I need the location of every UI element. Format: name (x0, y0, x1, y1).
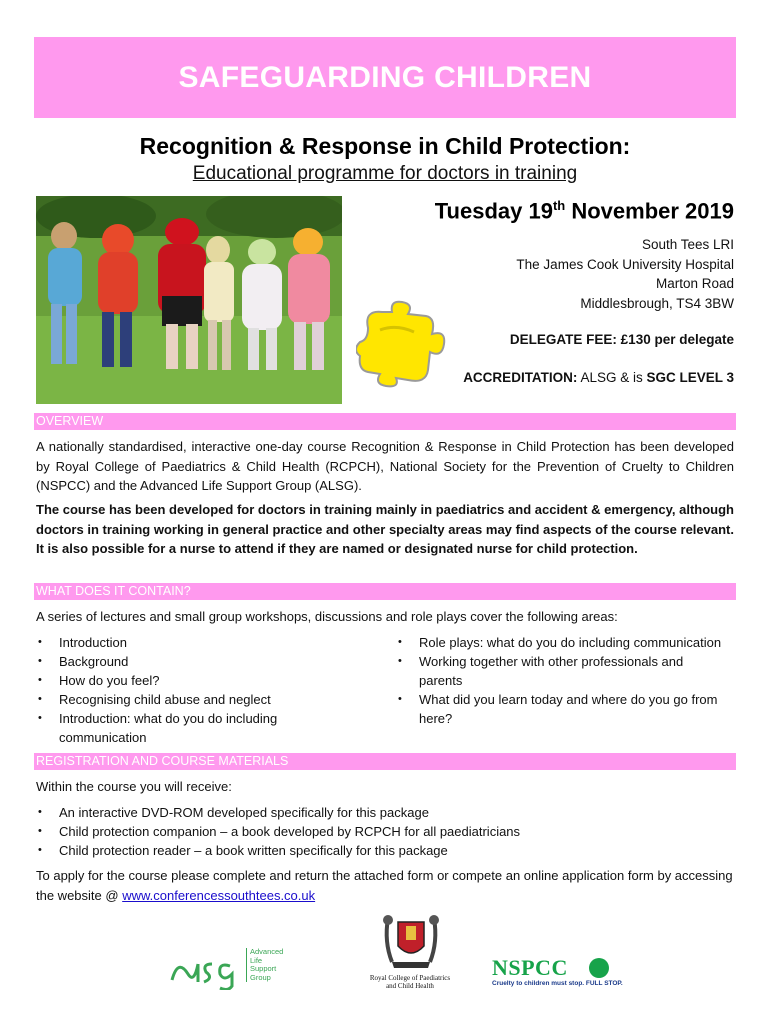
venue-address (516, 235, 734, 313)
address-line: Marton Road (655, 276, 734, 291)
registration-list (36, 803, 726, 860)
list-item: • Working together with other professionals and parents (396, 652, 726, 690)
event-date: Tuesday 19th November 2019 (434, 198, 734, 224)
nspcc-name: NSPCC (492, 955, 568, 980)
overview-paragraph-bold: The course has been developed for doctors in training mainly in paediatrics and accident & emergency, although doctors in training working in general practice and other specialty areas may find aspects of the course relevant. It is also possible for a nurse to attend if they are named or designated nurse for child protection. (36, 502, 734, 556)
nspcc-dot-icon (588, 957, 610, 979)
list-item: • Role plays: what do you do including communication (396, 633, 726, 652)
accreditation: ACCREDITATION: ALSG & is SGC LEVEL 3 (463, 370, 734, 385)
rcpch-text-line: Royal College of Paediatrics (369, 974, 451, 982)
banner-title: SAFEGUARDING CHILDREN (178, 61, 592, 94)
page-subtitle: Educational programme for doctors in training (192, 163, 578, 184)
list-item: • An interactive DVD-ROM developed specifically for this package (36, 803, 726, 822)
page-title: Recognition & Response in Child Protection: (139, 133, 631, 159)
registration-intro: Within the course you will receive: (36, 779, 232, 794)
rcpch-text-line: and Child Health (386, 982, 434, 990)
alsg-text-line: Group (250, 972, 271, 982)
section-heading-overview: OVERVIEW (34, 413, 736, 430)
alsg-logo (168, 948, 288, 994)
address-line: Middlesbrough, TS4 3BW (580, 295, 734, 311)
list-item: • How do you feel? (36, 671, 336, 690)
overview-paragraph: A nationally standardised, interactive one-day course Recognition & Response in Child Protection has been developed by Royal College of Paediatrics & Child Health (RCPCH), National Society for the Prevention of Cruelty to Children (NSPCC) and the Advanced Life Support Group (ALSG). (36, 439, 734, 493)
contents-list-left (36, 633, 336, 747)
rcpch-logo (350, 912, 470, 992)
alsg-text-line: Life (250, 955, 263, 965)
list-item: • Introduction (36, 633, 336, 652)
apply-paragraph: To apply for the course please complete and return the attached form or compete an online application form by accessing the website @ www.conferencessouthtees.co.uk (36, 868, 733, 903)
delegate-fee: DELEGATE FEE: £130 per delegate (509, 332, 734, 347)
website-link[interactable]: www.conferencessouthtees.co.uk (122, 887, 316, 903)
rcpch-crest-icon (378, 912, 444, 970)
nspcc-tagline: Cruelty to children must stop. FULL STOP. (492, 980, 623, 987)
list-item: • Introduction: what do you do including communication (36, 709, 336, 747)
alsg-text-line: Support (250, 964, 277, 973)
section-heading-registration: REGISTRATION AND COURSE MATERIALS (34, 753, 736, 770)
address-line: The James Cook University Hospital (516, 256, 734, 272)
list-item: • What did you learn today and where do you go from here? (396, 690, 726, 728)
list-item: • Background (36, 652, 336, 671)
children-photo (36, 196, 342, 404)
contents-intro: A series of lectures and small group workshops, discussions and role plays cover the following areas: (36, 609, 618, 624)
address-line: South Tees LRI (641, 237, 734, 252)
contents-list-right (396, 633, 726, 728)
title-banner (34, 37, 736, 118)
section-heading-contents: WHAT DOES IT CONTAIN? (34, 583, 736, 600)
puzzle-piece-icon (356, 300, 446, 388)
list-item: • Recognising child abuse and neglect (36, 690, 336, 709)
alsg-text-line: Advanced (250, 947, 284, 956)
list-item: • Child protection reader – a book written specifically for this package (36, 841, 726, 860)
list-item: • Child protection companion – a book developed by RCPCH for all paediatricians (36, 822, 726, 841)
nspcc-logo (492, 955, 622, 989)
